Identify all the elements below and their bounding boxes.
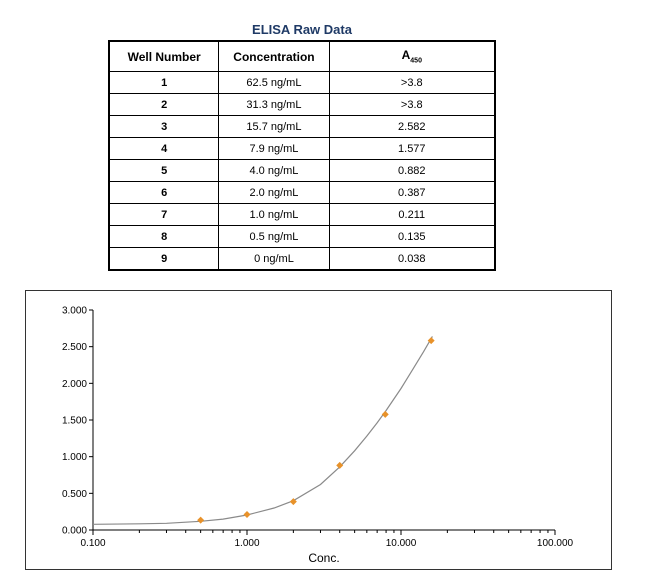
cell-concentration: 62.5 ng/mL <box>219 72 329 94</box>
x-tick-label: 10.000 <box>385 538 417 549</box>
cell-well: 2 <box>109 94 219 116</box>
cell-absorbance: 0.038 <box>329 248 495 271</box>
cell-absorbance: 0.135 <box>329 226 495 248</box>
data-point <box>197 517 204 524</box>
y-tick-label: 3.000 <box>61 305 87 317</box>
cell-absorbance: >3.8 <box>329 94 495 116</box>
cell-concentration: 15.7 ng/mL <box>219 116 329 138</box>
y-tick-label: 0.500 <box>61 488 87 500</box>
y-tick-label: 2.000 <box>61 378 87 390</box>
cell-well: 1 <box>109 72 219 94</box>
cell-concentration: 31.3 ng/mL <box>219 94 329 116</box>
x-axis-label: Conc. <box>308 551 340 565</box>
cell-absorbance: 0.882 <box>329 160 495 182</box>
y-tick-label: 1.000 <box>61 452 87 464</box>
cell-well: 8 <box>109 226 219 248</box>
x-tick-label: 0.100 <box>80 538 106 549</box>
header-well-number: Well Number <box>109 41 219 72</box>
cell-well: 4 <box>109 138 219 160</box>
y-tick-label: 2.500 <box>61 342 87 354</box>
y-tick-label: 1.500 <box>61 415 87 427</box>
table-title: ELISA Raw Data <box>252 22 352 37</box>
cell-well: 3 <box>109 116 219 138</box>
header-concentration: Concentration <box>219 41 329 72</box>
header-absorbance-sub: 450 <box>410 57 422 65</box>
cell-concentration: 1.0 ng/mL <box>219 204 329 226</box>
cell-well: 6 <box>109 182 219 204</box>
cell-absorbance: 0.211 <box>329 204 495 226</box>
fit-curve-line <box>93 336 432 524</box>
cell-concentration: 7.9 ng/mL <box>219 138 329 160</box>
cell-absorbance: 1.577 <box>329 138 495 160</box>
cell-concentration: 4.0 ng/mL <box>219 160 329 182</box>
cell-absorbance: 2.582 <box>329 116 495 138</box>
y-tick-label: 0.000 <box>61 525 87 537</box>
cell-concentration: 2.0 ng/mL <box>219 182 329 204</box>
data-point <box>382 411 389 418</box>
x-tick-label: 100.000 <box>536 538 574 549</box>
cell-absorbance: >3.8 <box>329 72 495 94</box>
cell-concentration: 0 ng/mL <box>219 248 329 271</box>
cell-absorbance: 0.387 <box>329 182 495 204</box>
cell-concentration: 0.5 ng/mL <box>219 226 329 248</box>
cell-well: 5 <box>109 160 219 182</box>
cell-well: 7 <box>109 204 219 226</box>
cell-well: 9 <box>109 248 219 271</box>
x-tick-label: 1.000 <box>234 538 260 549</box>
data-point <box>336 462 343 469</box>
data-point <box>244 511 251 518</box>
header-absorbance-main: A <box>401 48 411 63</box>
